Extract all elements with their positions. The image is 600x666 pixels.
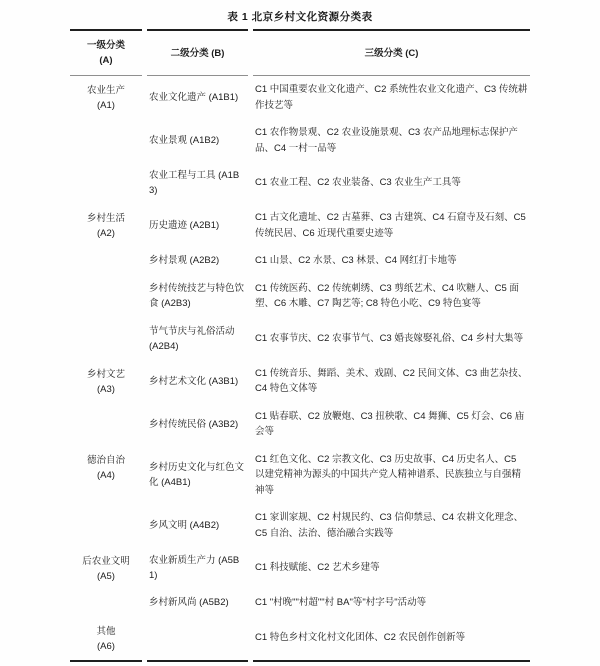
header-level2: 二级分类 (B)	[147, 29, 248, 76]
table-row	[70, 76, 530, 119]
level3-cell: C1 特色乡村文化村文化团体、C2 农民创作创新等	[253, 617, 530, 662]
level2-cell: 乡村新风尚 (A5B2)	[149, 597, 229, 609]
level2-cell: 节气节庆与礼俗活动 (A2B4)	[149, 325, 235, 352]
level1-name: 乡村生活	[86, 213, 125, 224]
level3-cell: C1 "村晚""村超""村 BA"等"村字号"活动等	[255, 597, 427, 608]
level2-cell: 乡村历史文化与红色文化 (A4B1)	[149, 461, 245, 488]
table-row	[70, 204, 530, 247]
level1-cell-a3	[70, 360, 142, 446]
level1-code: (A1)	[97, 100, 115, 111]
level2-cell: 农业景观 (A1B2)	[149, 135, 220, 146]
level3-cell: C1 农作物景观、C2 农业设施景观、C3 农产品地理标志保护产品、C4 一村一品等	[255, 127, 518, 154]
table-row	[70, 547, 530, 589]
level3-cell: C1 贴春联、C2 放鞭炮、C3 扭秧歌、C4 舞狮、C5 灯会、C6 庙会等	[255, 410, 525, 437]
level2-cell: 农业新质生产力 (A5B1)	[149, 555, 240, 581]
table-row	[70, 360, 530, 403]
level2-cell: 乡村艺术文化 (A3B1)	[149, 375, 239, 387]
level1-name: 其他	[96, 625, 116, 637]
level2-cell: 乡风文明 (A4B2)	[149, 520, 220, 531]
level3-cell: C1 传统音乐、舞蹈、美术、戏剧、C2 民间文体、C3 曲艺杂技、C4 特色文体等	[255, 367, 528, 394]
level1-name: 乡村文艺	[86, 368, 125, 380]
level1-name: 后农业文明	[82, 556, 130, 567]
level3-cell: C1 山景、C2 水景、C3 林景、C4 网红打卡地等	[255, 255, 457, 266]
level3-cell: C1 古文化遗址、C2 古墓葬、C3 古建筑、C4 石窟寺及石刻、C5 传统民居、C6 近现代重要史迹等	[255, 212, 526, 239]
header-level1-code: (A)	[99, 55, 113, 66]
level1-name: 德治自治	[86, 454, 125, 466]
header-level3: 三级分类 (C)	[253, 29, 530, 76]
table-title: 表 1 北京乡村文化资源分类表	[227, 11, 373, 23]
level1-code: (A5)	[97, 571, 115, 582]
level2-cell: 乡村传统技艺与特色饮食 (A2B3)	[149, 283, 245, 309]
level1-cell-a6	[70, 617, 142, 662]
level1-cell-a2	[70, 204, 142, 360]
level2-cell: 乡村景观 (A2B2)	[149, 255, 220, 267]
level1-cell-a1	[70, 76, 142, 204]
level3-cell: C1 家训家规、C2 村规民约、C3 信仰禁忌、C4 农耕文化理念、C5 自治、法治、德治融合实践等	[255, 512, 524, 539]
level1-name: 农业生产	[86, 85, 125, 96]
level1-code: (A6)	[97, 640, 115, 652]
table-row	[70, 617, 530, 662]
classification-table	[65, 29, 535, 662]
level3-cell: C1 传统医药、C2 传统刺绣、C3 剪纸艺术、C4 吹糖人、C5 面塑、C6 木雕、C7 陶艺等; C8 特色小吃、C9 特色宴等	[255, 282, 519, 309]
level3-cell: C1 中国重要农业文化遗产、C2 系统性农业文化遗产、C3 传统耕作技艺等	[255, 84, 528, 111]
level1-cell-a4	[70, 446, 142, 548]
level1-code: (A4)	[97, 469, 115, 481]
level1-cell-a5	[70, 547, 142, 617]
level1-code: (A3)	[97, 383, 115, 395]
table-row	[70, 446, 530, 505]
level2-cell-empty	[147, 617, 248, 662]
level2-cell: 农业工程与工具 (A1B3)	[149, 170, 240, 196]
level3-cell: C1 红色文化、C2 宗教文化、C3 历史故事、C4 历史名人、C5 以建党精神为源头的中国共产党人精神谱系、民族独立与自强精神等	[255, 453, 522, 496]
level2-cell: 农业文化遗产 (A1B1)	[149, 92, 239, 103]
level3-cell: C1 科技赋能、C2 艺术乡建等	[255, 562, 380, 574]
level1-code: (A2)	[97, 228, 115, 239]
header-level1	[70, 29, 142, 76]
header-level1-label: 一级分类	[86, 40, 125, 51]
level3-cell: C1 农事节庆、C2 农事节气、C3 婚丧嫁娶礼俗、C4 乡村大集等	[255, 332, 524, 344]
header-row	[70, 29, 530, 76]
level2-cell: 历史遗迹 (A2B1)	[149, 220, 220, 231]
level3-cell: C1 农业工程、C2 农业装备、C3 农业生产工具等	[255, 177, 461, 189]
level2-cell: 乡村传统民俗 (A3B2)	[149, 418, 239, 430]
